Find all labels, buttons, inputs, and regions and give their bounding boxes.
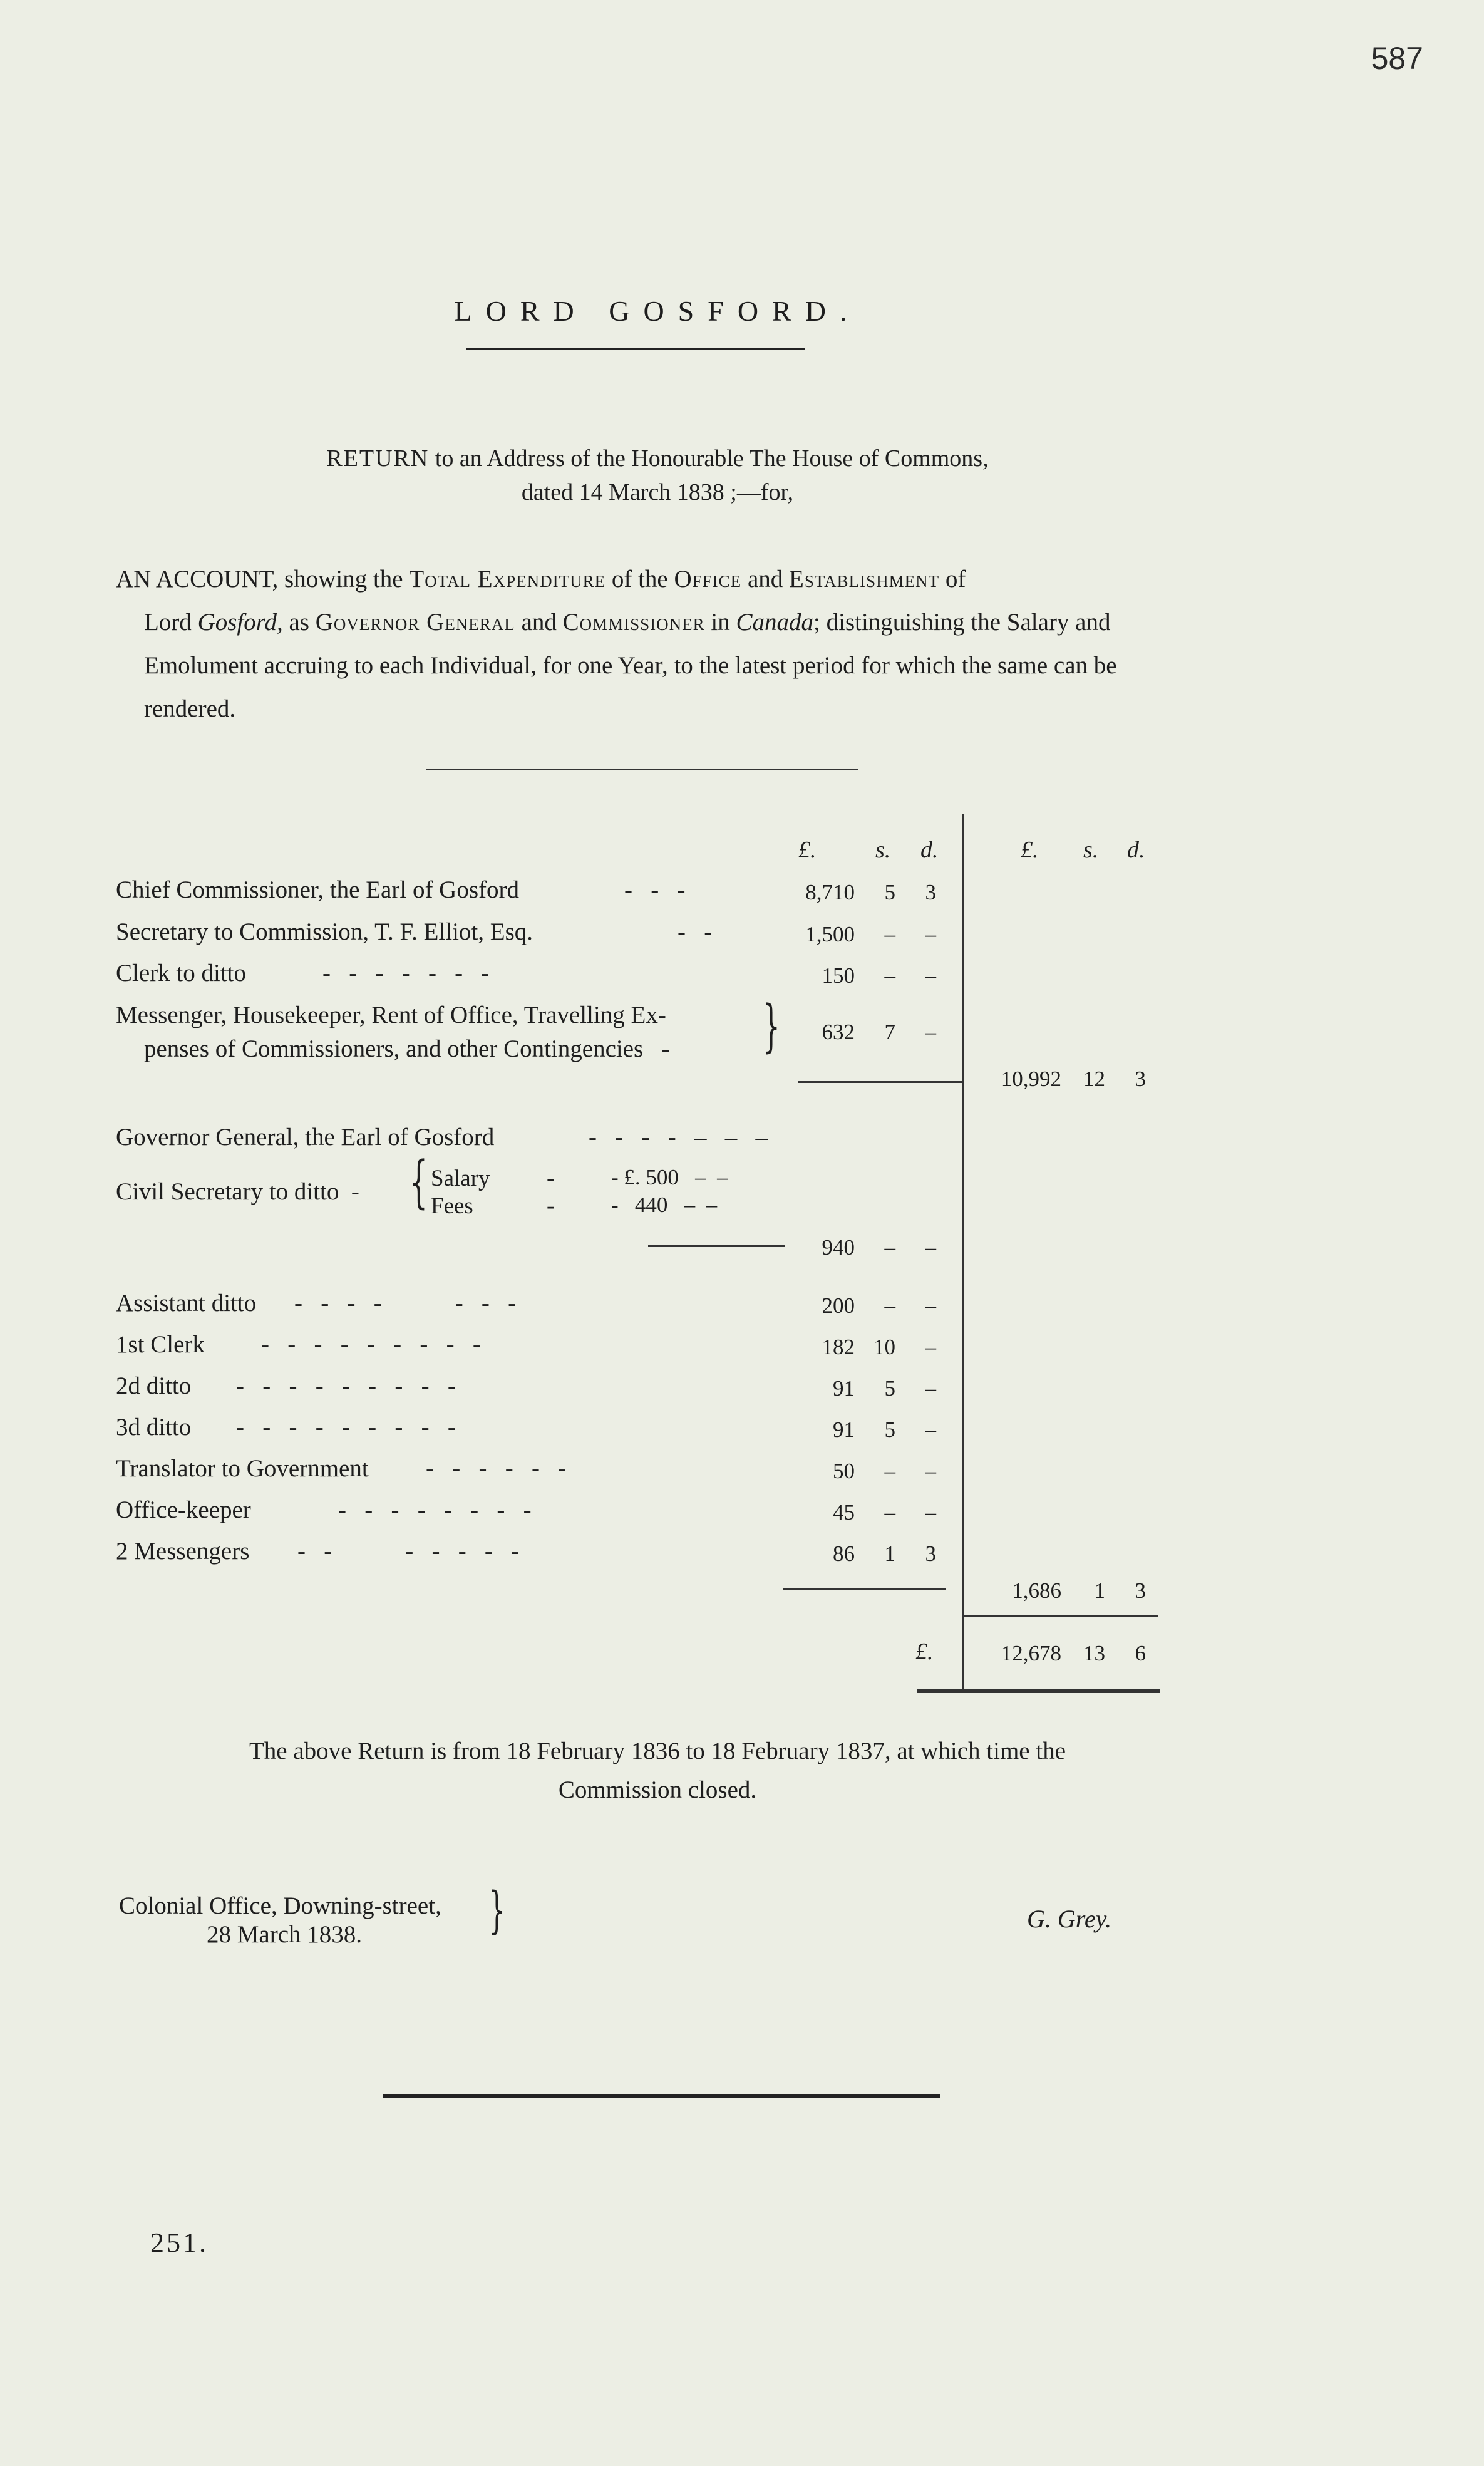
account-paragraph <box>116 557 1168 730</box>
paper-code: 251. <box>150 2227 209 2258</box>
grand-total-symbol: £. <box>915 1639 934 1665</box>
row-label: Translator to Government <box>116 1455 369 1482</box>
civil-salary-label: Salary <box>431 1166 490 1191</box>
grand-total-pence: 6 <box>1135 1641 1146 1666</box>
account-lead: AN ACCOUNT, showing the <box>116 566 410 593</box>
civil-fees-dash: - <box>547 1193 555 1219</box>
government-subtotal-rule <box>783 1588 946 1590</box>
amount-pounds: 91 <box>833 1376 855 1401</box>
amount-pence: – <box>925 1293 936 1318</box>
amount-pence: – <box>925 922 936 946</box>
amount-pence: – <box>925 963 936 988</box>
row-leader: - - - - - - - <box>297 1538 520 1565</box>
account-gosford: Gosford, <box>197 609 283 636</box>
civil-salary-amount: - £. 500 – – <box>611 1165 728 1189</box>
closing-rule <box>917 1689 1160 1693</box>
amount-pence: – <box>925 1417 936 1442</box>
amount-shillings: 5 <box>884 880 895 904</box>
footer-line1: The above Return is from 18 February 1836 to 18 February 1837, at which time the <box>249 1738 1066 1764</box>
row-label: 3d ditto <box>116 1414 192 1441</box>
government-total-pounds: 1,686 <box>1012 1578 1061 1603</box>
account-text: ; distinguishing the Salary and Emolument accruing to each Individual, for one Year, to the latest period for which the same can be rendered. <box>144 609 1117 722</box>
account-establishment: Establishment <box>789 566 940 593</box>
header-shillings: s. <box>875 837 891 863</box>
footer-line2: Commission closed. <box>558 1776 757 1803</box>
commission-total-pence: 3 <box>1135 1067 1146 1091</box>
return-line1: to an Address of the Honourable The House of Commons, <box>429 445 989 472</box>
amount-pounds: 45 <box>833 1500 855 1525</box>
row-label: Secretary to Commission, T. F. Elliot, Esq. <box>116 918 533 945</box>
commission-total-shillings: 12 <box>1083 1067 1105 1091</box>
row-leader: - - - - – – – <box>589 1124 768 1151</box>
title-rule <box>466 348 805 353</box>
amount-pence: – <box>925 1335 936 1359</box>
header-pence-total: d. <box>1127 837 1145 863</box>
amount-pounds: 632 <box>822 1020 855 1044</box>
row-leader: - - - - - - - - - <box>236 1372 456 1399</box>
amount-pence: – <box>925 1500 936 1525</box>
page-number: 587 <box>1371 41 1423 76</box>
return-line2: dated 14 March 1838 ;—for, <box>521 479 794 505</box>
row-leader: - - - - - - - <box>294 1290 517 1317</box>
row-leader: - - - - - - - - <box>338 1496 532 1523</box>
amount-shillings: – <box>884 1293 895 1318</box>
amount-pounds: 50 <box>833 1459 855 1483</box>
document-title: LORD GOSFORD. <box>454 295 861 327</box>
row-label: Governor General, the Earl of Gosford <box>116 1124 495 1151</box>
row-label: 2 Messengers <box>116 1538 250 1565</box>
amount-pounds: 150 <box>822 963 855 988</box>
return-lead: RETURN <box>326 445 430 472</box>
return-heading <box>0 442 1315 509</box>
account-commissioner: Commissioner <box>562 609 705 636</box>
amount-shillings: 7 <box>884 1020 895 1044</box>
office-date: 28 March 1838. <box>207 1921 363 1948</box>
amount-pounds: 1,500 <box>805 922 855 946</box>
row-label: Assistant ditto <box>116 1290 257 1317</box>
row-label: Civil Secretary to ditto - <box>116 1178 359 1205</box>
row-leader: - - - - - - - - - <box>261 1331 481 1358</box>
bottom-rule <box>383 2094 940 2098</box>
row-label-line2: penses of Commissioners, and other Contingencies - <box>144 1035 670 1062</box>
government-total-shillings: 1 <box>1094 1578 1105 1603</box>
amount-pence: – <box>925 1235 936 1260</box>
account-canada: Canada <box>736 609 814 636</box>
row-leader: - - <box>678 918 713 945</box>
account-text: of the <box>605 566 674 593</box>
row-label: Clerk to ditto <box>116 960 246 987</box>
amount-pence: 3 <box>925 880 936 904</box>
government-total-pence: 3 <box>1135 1578 1146 1603</box>
header-pence: d. <box>920 837 939 863</box>
row-leader: - - - - - - <box>426 1455 567 1482</box>
grand-total-shillings: 13 <box>1083 1641 1105 1666</box>
amount-shillings: – <box>884 1500 895 1525</box>
amount-shillings: – <box>884 922 895 946</box>
amount-pence: – <box>925 1020 936 1044</box>
brace: } <box>488 1881 505 1939</box>
civil-salary-dash: - <box>547 1166 555 1191</box>
amount-pounds: 91 <box>833 1417 855 1442</box>
amount-shillings: 1 <box>884 1541 895 1566</box>
amount-shillings: – <box>884 1459 895 1483</box>
header-pounds-total: £. <box>1021 837 1039 863</box>
row-label: Chief Commissioner, the Earl of Gosford <box>116 876 519 903</box>
amount-pounds: 200 <box>822 1293 855 1318</box>
brace: { <box>410 1149 428 1215</box>
subtotal-rule <box>798 1081 962 1083</box>
amount-pence: – <box>925 1459 936 1483</box>
row-label: Office-keeper <box>116 1496 251 1523</box>
row-leader: - - - - - - - <box>322 960 490 987</box>
account-text: in <box>704 609 736 636</box>
row-label-line1: Messenger, Housekeeper, Rent of Office, Travelling Ex- <box>116 1002 666 1028</box>
row-leader: - - - - - - - - - <box>236 1414 456 1441</box>
header-shillings-total: s. <box>1083 837 1099 863</box>
account-text: and <box>515 609 563 636</box>
row-leader: - - - <box>624 876 686 903</box>
header-pounds: £. <box>798 837 817 863</box>
civil-fees-amount: - 440 – – <box>611 1193 718 1217</box>
account-text: of <box>939 566 966 593</box>
amount-pounds: 940 <box>822 1235 855 1260</box>
section-rule <box>426 769 858 770</box>
signature: G. Grey. <box>1027 1905 1112 1933</box>
amount-shillings: 5 <box>884 1376 895 1401</box>
amount-shillings: 10 <box>873 1335 895 1359</box>
amount-shillings: – <box>884 1235 895 1260</box>
account-text: as <box>282 609 316 636</box>
grand-total-pounds: 12,678 <box>1001 1641 1061 1666</box>
office-address <box>119 1892 441 1949</box>
account-office: Office <box>674 566 742 593</box>
grand-total-rule <box>964 1615 1158 1617</box>
return-period-note <box>0 1732 1315 1810</box>
account-text: Lord <box>144 609 198 636</box>
civil-subtotal-rule <box>648 1245 785 1247</box>
brace: } <box>762 993 780 1059</box>
account-governor-general: Governor General <box>315 609 515 636</box>
office-line1: Colonial Office, Downing-street, <box>119 1892 441 1919</box>
row-label: 2d ditto <box>116 1372 192 1399</box>
civil-fees-label: Fees <box>431 1193 473 1219</box>
amount-pounds: 182 <box>822 1335 855 1359</box>
account-text: and <box>741 566 789 593</box>
amount-shillings: 5 <box>884 1417 895 1442</box>
amount-pounds: 86 <box>833 1541 855 1566</box>
amount-pounds: 8,710 <box>805 880 855 904</box>
account-body <box>116 601 1168 730</box>
amount-pence: 3 <box>925 1541 936 1566</box>
commission-total-pounds: 10,992 <box>1001 1067 1061 1091</box>
account-total-expenditure: Total Expenditure <box>409 566 606 593</box>
table-row-governor <box>116 1123 980 1161</box>
amount-shillings: – <box>884 963 895 988</box>
amount-pence: – <box>925 1376 936 1401</box>
row-label: 1st Clerk <box>116 1331 205 1358</box>
